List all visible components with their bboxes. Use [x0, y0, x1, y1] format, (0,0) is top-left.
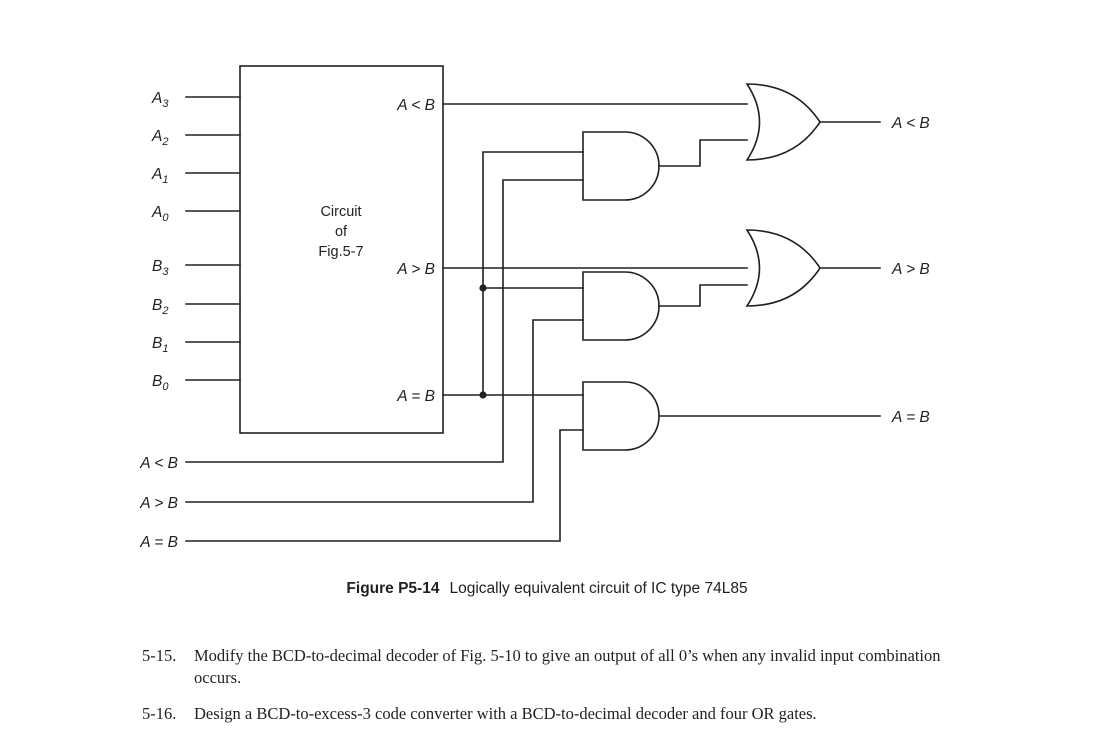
problem-list [142, 645, 972, 738]
label-b2: $B_2$ [152, 297, 169, 317]
circuit-output-lt: A < B [892, 115, 930, 132]
and-gate-lt-body [583, 132, 659, 200]
figure-caption-text: Logically equivalent circuit of IC type 74L85 [449, 580, 748, 597]
cascade-input-labels [139, 455, 178, 551]
label-b3: $B_3$ [152, 258, 169, 278]
label-a2: $A_2$ [152, 128, 169, 148]
block-output-lt: A < B [397, 97, 435, 114]
problem-number: 5-16. [142, 703, 177, 723]
and-gate-eq-body [583, 382, 659, 450]
figure-caption [0, 580, 1094, 598]
cascade-line-eq [186, 430, 583, 541]
junction-dot-eq-gt [479, 284, 486, 291]
and-gt-output-line [659, 285, 747, 306]
and-gate-gt-body [583, 272, 659, 340]
block-output-eq: A = B [397, 388, 435, 405]
label-cascade-lt: A < B [140, 455, 178, 472]
label-b1: $B_1$ [152, 335, 169, 355]
block-output-labels [396, 97, 435, 405]
junction-dot-eq [479, 391, 486, 398]
list-item [142, 703, 972, 725]
label-a0: $A_0$ [152, 204, 169, 224]
or-gate-lt-body [747, 84, 820, 160]
circuit-output-eq: A = B [892, 409, 930, 426]
cascade-line-gt [186, 320, 583, 502]
input-labels [151, 90, 169, 393]
and-lt-output-line [659, 140, 747, 166]
block-label [318, 204, 363, 260]
or-gate-gt-body [747, 230, 820, 306]
list-item [142, 645, 972, 689]
label-a1: $A_1$ [152, 166, 169, 186]
block-label-line2: of [334, 224, 348, 240]
block-label-line1: Circuit [320, 204, 362, 220]
problem-number: 5-15. [142, 646, 177, 665]
label-a3: $A_3$ [152, 90, 169, 110]
problem-text: Design a BCD-to-excess-3 code converter with a BCD-to-decimal decoder and four OR gates. [194, 703, 817, 723]
label-cascade-gt: A > B [140, 495, 178, 512]
circuit-output-labels [891, 115, 930, 426]
circuit-output-gt: A > B [892, 261, 930, 278]
block-output-gt: A > B [397, 261, 435, 278]
figure-caption-label: Figure P5-14 [346, 580, 440, 597]
block-label-line3: Fig.5-7 [318, 244, 364, 260]
problem-text: Modify the BCD-to-decimal decoder of Fig. 5-10 to give an output of all 0’s when any invalid input combination occurs. [194, 646, 941, 687]
label-b0: $B_0$ [152, 373, 169, 393]
label-cascade-eq: A = B [140, 534, 178, 551]
cascade-line-lt [186, 180, 583, 462]
